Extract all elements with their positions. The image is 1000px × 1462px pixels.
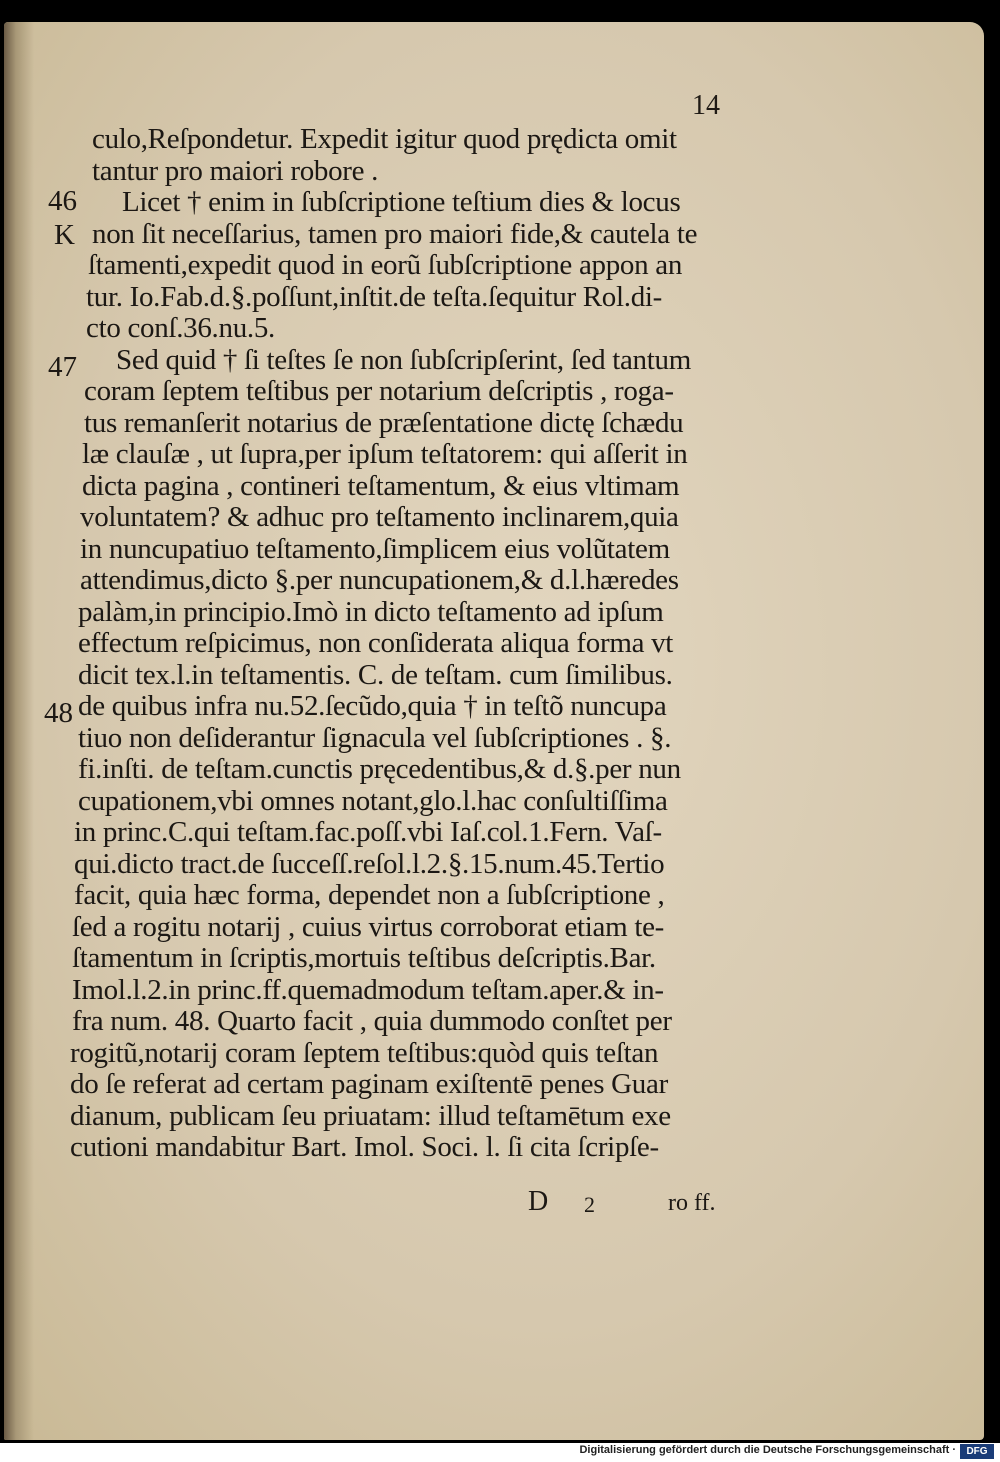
text-line: voluntatem? & adhuc pro teſtamento inclinarem,quia [80, 501, 679, 533]
text-line: facit, quia hæc forma, dependet non a ſubſcriptione , [74, 879, 665, 911]
text-line: Imol.l.2.in princ.ff.quemadmodum teſtam.aper.& in- [72, 973, 664, 1006]
page-number: 14 [692, 90, 720, 121]
text-line: in princ.C.qui teſtam.fac.poſſ.vbi Iaſ.col.1.Fern. Vaſ- [74, 816, 662, 848]
text-line: fi.inſti. de teſtam.cunctis pręcedentibus,& d.§.per nun [78, 753, 681, 785]
text-line: ſtamenti,expedit quod in eorũ ſubſcriptione appon an [88, 249, 683, 281]
text-line: Licet † enim in ſubſcriptione teſtium dies & locus [122, 186, 681, 218]
marginal-number-46: 46 [48, 185, 77, 217]
text-line: dicit tex.l.in teſtamentis. C. de teſtam. cum ſimilibus. [78, 658, 673, 691]
dfg-logo: DFG [960, 1444, 994, 1459]
text-line: dianum, publicam ſeu priuatam: illud teſtamētum exe [70, 1099, 671, 1132]
text-line: attendimus,dicto §.per nuncupationem,& d.l.hæredes [80, 564, 679, 596]
text-line: læ clauſæ , ut ſupra,per ipſum teſtatorem: qui aſſerit in [82, 438, 688, 470]
text-line: tantur pro maiori robore . [92, 154, 379, 187]
spine-shadow [4, 22, 34, 1440]
text-line: tus remanſerit notarius de præſentatione dictę ſchædu [84, 406, 684, 439]
text-line: cto conſ.36.nu.5. [86, 312, 276, 344]
text-line: do ſe referat ad certam paginam exiſtentē penes Guar [70, 1068, 668, 1100]
text-line: tur. Io.Fab.d.§.poſſunt,inſtit.de teſta.ſequitur Rol.di- [86, 280, 663, 313]
text-line: coram ſeptem teſtibus per notarium deſcriptis , roga- [84, 375, 674, 407]
text-line: dicta pagina , contineri teſtamentum, & eius vltimam [82, 469, 680, 502]
text-line: effectum reſpicimus, non conſiderata aliqua forma vt [78, 627, 674, 659]
text-line: ſtamentum in ſcriptis,mortuis teſtibus deſcriptis.Bar. [72, 942, 656, 974]
marginal-number-47: 47 [48, 351, 77, 383]
text-line: palàm,in principio.Imò in dicto teſtamento ad ipſum [78, 595, 664, 628]
text-line: ſed a rogitu notarij , cuius virtus corroborat etiam te- [72, 910, 665, 943]
text-line: rogitũ,notarij coram ſeptem teſtibus:quòd quis teſtan [70, 1036, 659, 1069]
text-line: cutioni mandabitur Bart. Imol. Soci. l. ſi cita ſcripſe- [70, 1131, 659, 1163]
catchword: ro ff. [668, 1190, 716, 1216]
text-line: in nuncupatiuo teſtamento,ſimplicem eius volũtatem [80, 532, 670, 565]
signature-mark: D [528, 1186, 549, 1217]
text-line: non ſit neceſſarius, tamen pro maiori fide,& cautela te [92, 217, 698, 250]
marginal-number-48: 48 [44, 697, 73, 729]
text-line: qui.dicto tract.de ſucceſſ.reſol.l.2.§.15.num.45.Tertio [74, 847, 665, 880]
funding-credit: Digitalisierung gefördert durch die Deutsche Forschungsgemeinschaft · [579, 1444, 956, 1456]
text-line: Sed quid † ſi teſtes ſe non ſubſcripſerint, ſed tantum [116, 343, 691, 376]
marginal-letter-k: K [54, 219, 75, 251]
text-line: fra num. 48. Quarto facit , quia dummodo conſtet per [72, 1005, 672, 1037]
text-line: culo,Reſpondetur. Expedit igitur quod prędicta omit [92, 123, 677, 155]
text-line: tiuo non deſiderantur ſignacula vel ſubſcriptiones . §. [78, 721, 672, 754]
text-line: cupationem,vbi omnes notant,glo.l.hac conſultiſſima [78, 784, 668, 817]
body-text [70, 123, 768, 1164]
text-line: de quibus infra nu.52.ſecũdo,quia † in teſtõ nuncupa [78, 690, 667, 722]
signature-number: 2 [584, 1192, 595, 1217]
